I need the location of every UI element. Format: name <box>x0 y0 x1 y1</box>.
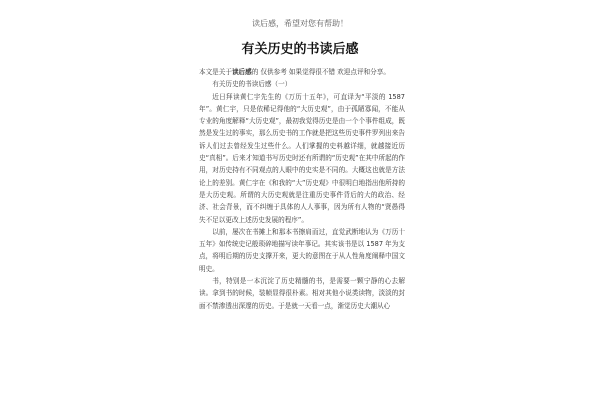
intro-suffix: 的 仅供参考 如果觉得很不错 欢迎点评和分享。 <box>251 68 390 76</box>
intro-line <box>199 66 405 78</box>
document-body <box>199 66 405 312</box>
paragraph-2: 以前，屡次在书摊上和那本书擦肩而过，直觉武断地认为《万历十五年》如传统史记般琐碎地描写读年事记。其实该书是以 1587 年为支点，将明后期的历史支撑开来，更大的意图在于从人性角度阐释中国文明史。 <box>199 227 405 273</box>
intro-prefix: 本文是关于 <box>199 68 232 76</box>
page-title: 有关历史的书读后感 <box>241 42 359 57</box>
paragraph-1: 近日拜读黄仁宇先生的《万历十五年》，可直译为“平淡的 1587 年”。黄仁宇，只是依稀记得他的“大历史观”，由于孤陋寡闻，不能从专业的角度解释“大历史观”，最初我觉得历史是由一个个事件组成，既然是发生过的事实，那么历史书的工作就是把这些历史事件罗列出来告诉人们过去曾经发生过些什么。人们掌握的史料越详细，就越接近历史“真相”。后来才知道书写历史时还有所谓的“历史观”在其中所起的作用，对历史持有不同观点的人眼中的史实是不同的。大概这也就是方法论上的差别。黄仁宇在《和我的“大”历史观》中很明白地指出他所持的是大历史观。所谓的大历史观就是注重历史事件背后的大的政治、经济、社会背景，而不纠缠于具体的人人事事，因为所有人物的“贤愚得失不足以更改上述历史发展的程序”。 <box>199 92 405 224</box>
header-note: 读后感，希望对您有帮助！ <box>252 19 348 28</box>
section-heading: 有关历史的书读后感（一） <box>212 80 292 89</box>
paragraph-3: 书，特别是一本沉淀了历史精髓的书，是需要一颗宁静的心去解读。拿到书的时候，装帧显得很朴素。相对其他小说类读物，淡淡的封面不禁渗透出深邃的历史。于是就一天看一点，渐觉历史大潮从心 <box>199 277 405 310</box>
intro-keyword: 读后感 <box>231 68 252 76</box>
